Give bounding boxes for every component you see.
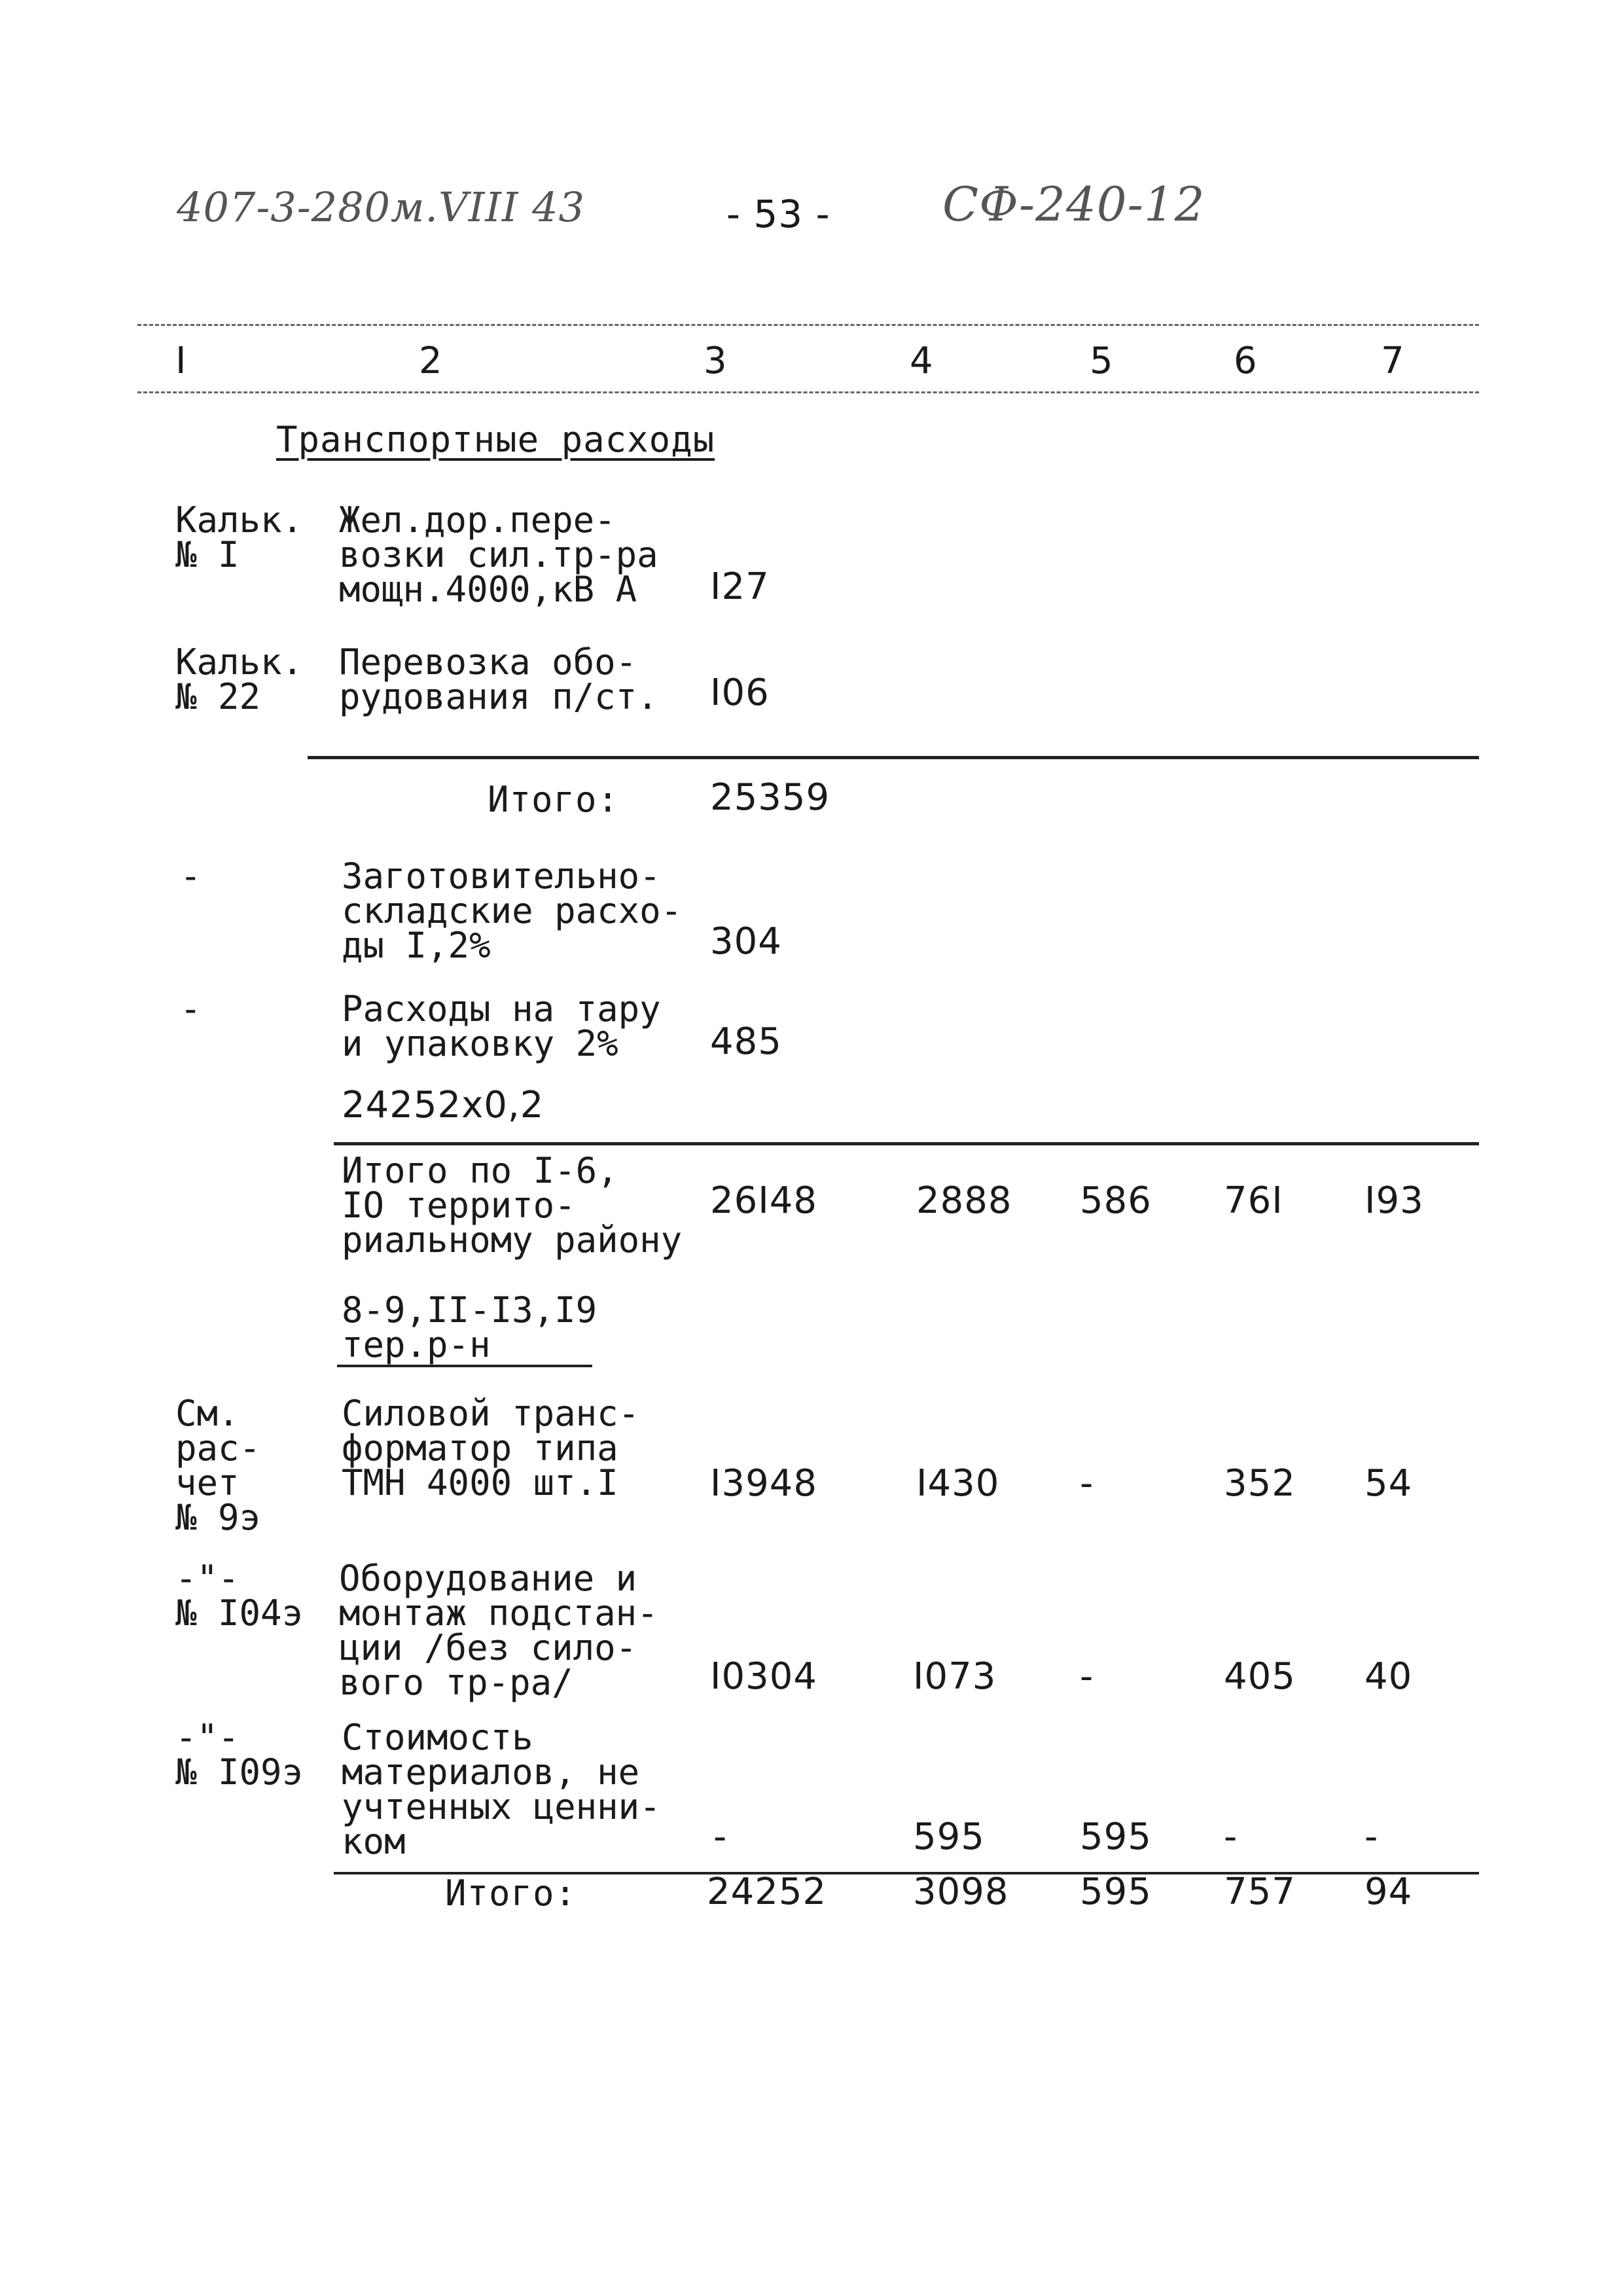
row-value-col5: 586: [1080, 1179, 1152, 1222]
total-label: Итого:: [445, 1873, 577, 1914]
row-value-col5: -: [1080, 1462, 1094, 1505]
row-value-col3: I27: [710, 565, 770, 608]
row-ref: Кальк. № I: [175, 499, 304, 575]
row-description: Оборудование и монтаж подстан- ции /без сило- вого тр-ра/: [339, 1558, 658, 1703]
header-top-rule: [137, 324, 1479, 326]
document-code-handwritten: 407-3-280м.VIII 43: [177, 183, 585, 231]
row-description: Силовой транс- форматор типа ТМН 4000 шт.I: [342, 1393, 640, 1503]
territory-subheading: 8-9,II-I3,I9 тер.р-н: [342, 1289, 597, 1365]
column-header-3: 3: [704, 340, 728, 382]
row-value-col3: 26I48: [710, 1179, 818, 1222]
row-value-col7: -: [1364, 1816, 1379, 1858]
row-value-col3: I06: [710, 672, 770, 714]
row-description: Расходы на тару и упаковку 2%: [342, 988, 661, 1064]
calculation-note: 24252х0,2: [342, 1084, 544, 1126]
total-value-col3: 24252: [707, 1871, 827, 1913]
subheading-underline: [337, 1365, 592, 1367]
row-description: Жел.дор.пере- возки сил.тр-ра мощн.4000,кВ А: [339, 499, 658, 610]
total-value-col3: 25359: [710, 776, 830, 819]
column-header-2: 2: [419, 340, 443, 382]
section-title: Транспортные расходы: [276, 419, 715, 460]
row-value-col3: -: [713, 1816, 728, 1858]
row-ref: Кальк. № 22: [175, 641, 304, 717]
row-ref: -: [180, 988, 202, 1030]
row-value-col7: 54: [1364, 1462, 1413, 1505]
page-number: - 53 -: [726, 192, 830, 236]
row-value-col5: -: [1080, 1655, 1094, 1698]
row-value-col4: 2888: [916, 1179, 1012, 1222]
total-value-col6: 757: [1224, 1871, 1296, 1913]
row-value-col5: 595: [1080, 1816, 1152, 1858]
row-value-col4: I430: [916, 1462, 1000, 1505]
row-value-col6: 352: [1224, 1462, 1296, 1505]
row-ref: -"- № I09э: [175, 1717, 304, 1793]
row-value-col3: 304: [710, 920, 782, 963]
row-value-col7: 40: [1364, 1655, 1413, 1698]
row-description: Итого по I-6, IO террито- риальному району: [342, 1150, 683, 1261]
column-header-7: 7: [1381, 340, 1405, 382]
total-label: Итого:: [488, 779, 620, 820]
column-header-1: I: [175, 340, 187, 382]
row-value-col3: I0304: [710, 1655, 818, 1698]
total-value-col4: 3098: [913, 1871, 1009, 1913]
column-header-6: 6: [1234, 340, 1258, 382]
column-header-5: 5: [1090, 340, 1114, 382]
row-description: Стоимость материалов, не учтенных ценни- ком: [342, 1717, 661, 1862]
row-description: Заготовительно- складские расхо- ды I,2%: [342, 855, 683, 966]
row-value-col6: 405: [1224, 1655, 1296, 1698]
total-value-col5: 595: [1080, 1871, 1152, 1913]
column-header-4: 4: [910, 340, 934, 382]
row-value-col4: I073: [913, 1655, 997, 1698]
row-value-col6: 76I: [1224, 1179, 1283, 1222]
row-ref: -"- № I04э: [175, 1558, 304, 1634]
row-value-col7: I93: [1364, 1179, 1424, 1222]
sheet-code-handwritten: СФ-240-12: [942, 177, 1205, 232]
row-value-col6: -: [1224, 1816, 1238, 1858]
row-value-col4: 595: [913, 1816, 985, 1858]
row-ref: -: [180, 855, 202, 897]
row-value-col3: 485: [710, 1020, 782, 1063]
row-ref: См. рас- чет № 9э: [175, 1393, 261, 1538]
subtotal-rule: [334, 1142, 1479, 1145]
subtotal-rule: [308, 756, 1479, 759]
header-bottom-rule: [137, 391, 1479, 393]
row-description: Перевозка обо- рудования п/ст.: [339, 641, 658, 717]
row-value-col3: I3948: [710, 1462, 818, 1505]
total-value-col7: 94: [1364, 1871, 1413, 1913]
